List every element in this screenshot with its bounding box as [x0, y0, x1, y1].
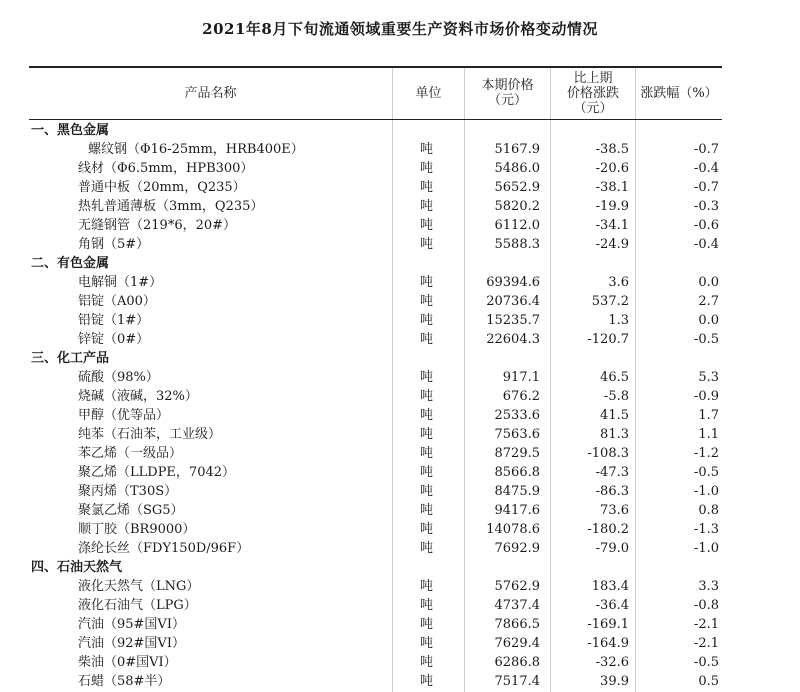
product-name-cell: 液化天然气（LNG） [78, 579, 200, 594]
product-name-cell: 顺丁胶（BR9000） [78, 522, 196, 537]
table-row [29, 482, 722, 501]
section-row [29, 121, 722, 140]
price-cell: 2533.6 [494, 408, 540, 423]
section-row [29, 349, 722, 368]
product-name-cell: 无缝钢管（219*6，20#） [78, 218, 237, 233]
table-row [29, 406, 722, 425]
table-row [29, 463, 722, 482]
percent-cell: 0.0 [698, 313, 719, 328]
table-row [29, 235, 722, 254]
unit-cell: 吨 [420, 674, 434, 689]
change-cell: -36.4 [595, 598, 629, 613]
unit-cell: 吨 [420, 199, 434, 214]
price-cell: 5652.9 [494, 180, 540, 195]
table-row [29, 653, 722, 672]
change-cell: -34.1 [595, 218, 629, 233]
product-name-cell: 普通中板（20mm，Q235） [78, 180, 246, 195]
header-product-name [29, 68, 392, 118]
table-row [29, 140, 722, 159]
product-name-cell: 苯乙烯（一级品） [78, 446, 183, 461]
percent-cell: -0.5 [693, 465, 719, 480]
price-cell: 5588.3 [494, 237, 540, 252]
table-row [29, 292, 722, 311]
unit-cell: 吨 [420, 294, 434, 309]
product-name-cell: 热轧普通薄板（3mm，Q235） [78, 199, 264, 214]
percent-cell: 1.7 [698, 408, 719, 423]
product-name-cell: 柴油（0#国VI） [78, 655, 177, 670]
product-name-cell: 纯苯（石油苯，工业级） [78, 427, 222, 442]
change-cell: -38.1 [595, 180, 629, 195]
percent-cell: 0.5 [698, 674, 719, 689]
percent-cell: -0.9 [693, 389, 719, 404]
header-unit [393, 68, 464, 118]
table-row [29, 216, 722, 235]
table-row [29, 577, 722, 596]
price-cell: 9417.6 [494, 503, 540, 518]
header-price-line2: （元） [487, 93, 527, 108]
product-name-cell: 聚乙烯（LLDPE，7042） [78, 465, 236, 480]
change-cell: 3.6 [608, 275, 629, 290]
percent-cell: 1.1 [698, 427, 719, 442]
change-cell: -108.3 [587, 446, 629, 461]
table-row [29, 596, 722, 615]
unit-cell: 吨 [420, 598, 434, 613]
header-change [551, 68, 635, 118]
percent-cell: -2.1 [693, 636, 719, 651]
change-cell: -164.9 [587, 636, 629, 651]
percent-cell: -1.0 [693, 541, 719, 556]
percent-cell: -0.7 [693, 142, 719, 157]
unit-cell: 吨 [420, 636, 434, 651]
product-name-cell: 液化石油气（LPG） [78, 598, 197, 613]
change-cell: -32.6 [595, 655, 629, 670]
price-cell: 6286.8 [494, 655, 540, 670]
price-cell: 8729.5 [494, 446, 540, 461]
product-name-cell: 锌锭（0#） [78, 332, 150, 347]
unit-cell: 吨 [420, 484, 434, 499]
header-price-line1: 本期价格 [481, 78, 534, 93]
change-cell: -79.0 [595, 541, 629, 556]
section-row [29, 254, 722, 273]
price-cell: 5167.9 [494, 142, 540, 157]
price-cell: 4737.4 [494, 598, 540, 613]
product-name-cell: 硫酸（98%） [78, 370, 159, 385]
unit-cell: 吨 [420, 180, 434, 195]
change-cell: -19.9 [595, 199, 629, 214]
table-row [29, 311, 722, 330]
table-row [29, 634, 722, 653]
unit-cell: 吨 [420, 503, 434, 518]
product-name-cell: 聚氯乙烯（SG5） [78, 503, 184, 518]
change-cell: 537.2 [591, 294, 629, 309]
section-title: 四、石油天然气 [31, 560, 123, 575]
product-name-cell: 涤纶长丝（FDY150D/96F） [78, 541, 250, 556]
price-cell: 5762.9 [494, 579, 540, 594]
table-row [29, 539, 722, 558]
percent-cell: -1.2 [693, 446, 719, 461]
price-cell: 20736.4 [486, 294, 540, 309]
table-row [29, 159, 722, 178]
percent-cell: -0.5 [693, 655, 719, 670]
percent-cell: -0.4 [693, 161, 719, 176]
header-change-line2: 价格涨跌 [566, 85, 619, 101]
unit-cell: 吨 [420, 408, 434, 423]
percent-cell: -0.6 [693, 218, 719, 233]
price-cell: 14078.6 [486, 522, 540, 537]
table-row [29, 368, 722, 387]
price-cell: 15235.7 [486, 313, 540, 328]
price-cell: 5486.0 [494, 161, 540, 176]
unit-cell: 吨 [420, 389, 434, 404]
price-cell: 8475.9 [494, 484, 540, 499]
percent-cell: -1.0 [693, 484, 719, 499]
section-title: 一、黑色金属 [31, 123, 110, 138]
product-name-cell: 烧碱（液碱，32%） [78, 389, 198, 404]
percent-cell: -0.5 [693, 332, 719, 347]
unit-cell: 吨 [420, 313, 434, 328]
product-name-cell: 铝锭（A00） [78, 294, 156, 309]
percent-cell: 3.3 [698, 579, 719, 594]
unit-cell: 吨 [420, 142, 434, 157]
header-unit-label: 单位 [415, 85, 442, 101]
header-bottom-rule [29, 119, 722, 120]
change-cell: 81.3 [600, 427, 629, 442]
table-row [29, 444, 722, 463]
unit-cell: 吨 [420, 275, 434, 290]
change-cell: -47.3 [595, 465, 629, 480]
percent-cell: 2.7 [698, 294, 719, 309]
product-name-cell: 汽油（92#国VI） [78, 636, 185, 651]
header-percent-label: 涨跌幅（%） [640, 85, 718, 101]
unit-cell: 吨 [420, 237, 434, 252]
unit-cell: 吨 [420, 446, 434, 461]
percent-cell: -0.7 [693, 180, 719, 195]
product-name-cell: 铅锭（1#） [78, 313, 150, 328]
price-cell: 676.2 [502, 389, 540, 404]
price-cell: 8566.8 [494, 465, 540, 480]
unit-cell: 吨 [420, 541, 434, 556]
change-cell: 1.3 [608, 313, 629, 328]
table-row [29, 330, 722, 349]
table-row [29, 520, 722, 539]
percent-cell: 0.8 [698, 503, 719, 518]
price-cell: 6112.0 [494, 218, 540, 233]
percent-cell: 0.0 [698, 275, 719, 290]
change-cell: 183.4 [591, 579, 629, 594]
percent-cell: -2.1 [693, 617, 719, 632]
change-cell: 39.9 [600, 674, 629, 689]
change-cell: -24.9 [595, 237, 629, 252]
unit-cell: 吨 [420, 579, 434, 594]
change-cell: -86.3 [595, 484, 629, 499]
percent-cell: -1.3 [693, 522, 719, 537]
section-title: 三、化工产品 [31, 351, 110, 366]
unit-cell: 吨 [420, 655, 434, 670]
price-cell: 917.1 [502, 370, 540, 385]
percent-cell: 5.3 [698, 370, 719, 385]
price-table-body [29, 121, 722, 691]
product-name-cell: 甲醇（优等品） [78, 408, 170, 423]
price-cell: 7563.6 [494, 427, 540, 442]
table-row [29, 178, 722, 197]
price-cell: 7692.9 [494, 541, 540, 556]
header-change-line3: （元） [573, 100, 613, 116]
page-title: 2021年8月下旬流通领域重要生产资料市场价格变动情况 [202, 20, 598, 38]
unit-cell: 吨 [420, 427, 434, 442]
percent-cell: -0.3 [693, 199, 719, 214]
table-row [29, 197, 722, 216]
header-product-name-label: 产品名称 [184, 85, 237, 101]
change-cell: -169.1 [587, 617, 629, 632]
table-row [29, 501, 722, 520]
percent-cell: -0.8 [693, 598, 719, 613]
header-change-line1: 比上期 [573, 70, 613, 86]
table-row [29, 273, 722, 292]
unit-cell: 吨 [420, 218, 434, 233]
unit-cell: 吨 [420, 617, 434, 632]
change-cell: -38.5 [595, 142, 629, 157]
price-cell: 22604.3 [486, 332, 540, 347]
header-percent [636, 68, 722, 118]
change-cell: 73.6 [600, 503, 629, 518]
price-cell: 5820.2 [494, 199, 540, 214]
table-row [29, 425, 722, 444]
section-title: 二、有色金属 [31, 256, 110, 271]
percent-cell: -0.4 [693, 237, 719, 252]
unit-cell: 吨 [420, 465, 434, 480]
product-name-cell: 螺纹钢（Φ16-25mm，HRB400E） [88, 142, 304, 157]
unit-cell: 吨 [420, 332, 434, 347]
change-cell: -20.6 [595, 161, 629, 176]
table-row [29, 387, 722, 406]
price-cell: 69394.6 [486, 275, 540, 290]
price-cell: 7517.4 [494, 674, 540, 689]
product-name-cell: 汽油（95#国VI） [78, 617, 185, 632]
change-cell: -180.2 [587, 522, 629, 537]
table-row [29, 672, 722, 691]
price-cell: 7866.5 [494, 617, 540, 632]
section-row [29, 558, 722, 577]
product-name-cell: 石蜡（58#半） [78, 674, 171, 689]
unit-cell: 吨 [420, 522, 434, 537]
change-cell: 41.5 [600, 408, 629, 423]
change-cell: -120.7 [587, 332, 629, 347]
product-name-cell: 电解铜（1#） [78, 275, 163, 290]
price-cell: 7629.4 [494, 636, 540, 651]
change-cell: 46.5 [600, 370, 629, 385]
product-name-cell: 聚丙烯（T30S） [78, 484, 178, 499]
table-row [29, 615, 722, 634]
header-price [465, 68, 550, 118]
product-name-cell: 线材（Φ6.5mm，HPB300） [78, 161, 254, 176]
unit-cell: 吨 [420, 370, 434, 385]
unit-cell: 吨 [420, 161, 434, 176]
product-name-cell: 角钢（5#） [78, 237, 150, 252]
change-cell: -5.8 [603, 389, 629, 404]
